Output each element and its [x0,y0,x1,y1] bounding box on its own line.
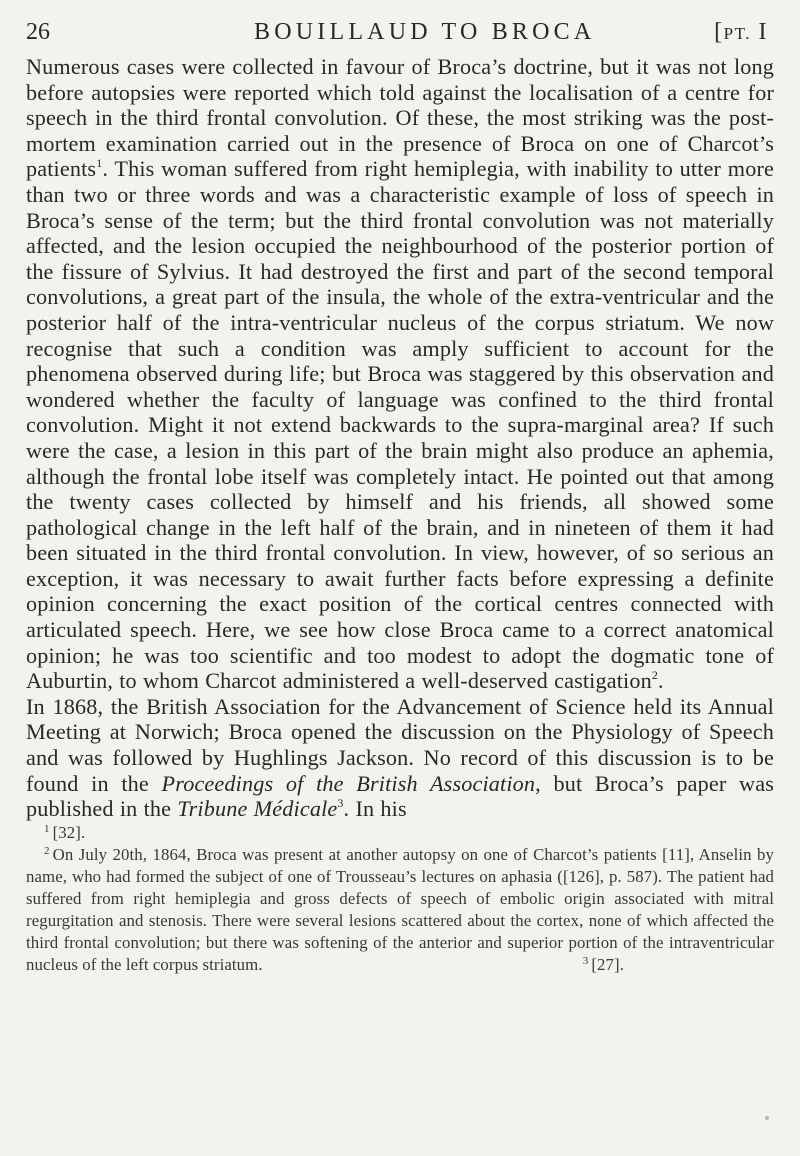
paragraph-1-text-c: . [658,668,664,694]
footnote-1 [26,822,774,844]
footnote-3-mark: 3 [582,955,589,968]
paragraph-2-text-a: In 1868, the British Association for the Advancement of Science held its Annual Meeting at Norwich; Broca opened the discussion on the Physiology of Speech and was followed by Hughlings Jackson. No record of this discussion is to be found in the [26,693,774,796]
footnote-ref-1[interactable]: 1 [96,156,103,171]
proceedings-title: Proceedings of the British Association [161,770,536,796]
footnote-ref-2[interactable]: 2 [651,668,659,683]
part-abbrev: PT. [723,24,751,43]
paragraph-1-text-a: Numerous cases were collected in favour of Broca’s doctrine, but it was not long before autopsies were reported which told against the localisation of a centre for speech in the third frontal convolution. Of these, the most striking was the post-mortem examination carried out in the presence of Broca on one of Charcot’s patients [26,54,774,182]
part-number: I [758,19,768,45]
footnote-1-text: [32]. [52,822,86,842]
paragraph-2 [26,694,774,822]
page-number: 26 [26,19,50,45]
body-text [26,54,774,822]
part-label [714,14,768,52]
footnote-ref-3[interactable]: 3 [337,796,344,811]
paragraph-2-text-c: . In his [343,796,407,822]
book-page [26,14,774,976]
tribune-title: Tribune Médicale [177,796,338,822]
paper-speck [765,1116,769,1120]
part-bracket: [ [714,19,724,45]
footnote-1-mark: 1 [44,822,50,835]
footnote-2-mark: 2 [44,844,50,857]
footnote-2-text: On July 20th, 1864, Broca was present at another autopsy on one of Charcot’s patients [11], Anselin by name, who had formed the subject of one of Trousseau’s lectures on aphasia ([126], p. 587). The patient had suffered from right hemiplegia and gross defects of speech of embolic origin associated with mitral regurgitation and stenosis. There were several lesions scattered about the cortex, none of which affected the third frontal convolution; but there was softening of the anterior and superior portion of the intraventricular nucleus of the left corpus striatum. [26,844,774,975]
paragraph-1 [26,54,774,694]
footnote-3 [565,954,624,976]
footnote-3-text: [27]. [591,955,624,975]
paragraph-1-text-b: . This woman suffered from right hemiplegia, with inability to utter more than two or three words and was a characteristic example of loss of speech in Broca’s sense of the term; but the third frontal convolution was not materially affected, and the lesion occupied the neighbourhood of the posterior portion of the fissure of Sylvius. It had destroyed the first and part of the second temporal convolutions, a great part of the insula, the whole of the extra-ventricular and the posterior half of the intra-ventricular nucleus of the corpus striatum. We now recognise that such a condition was amply sufficient to account for the phenomena observed during life; but Broca was staggered by this observation and wondered whether the faculty of language was confined to the third frontal convolution. Might it not extend backwards to the supra-marginal area? If such were the case, a lesion in this part of the brain might also produce an aphemia, although the frontal lobe itself was completely intact. He pointed out that among the twenty cases collected by himself and his friends, all showed some pathological change in the left half of the brain, and in nineteen of them it had been situated in the third frontal convolution. In view, however, of so serious an exception, it was necessary to await further facts before expressing a definite opinion concerning the exact position of the cortical centres connected with articulated speech. Here, we see how close Broca came to a correct anatomical opinion; he was too scientific and too modest to adopt the dogmatic tone of Auburtin, to whom Charcot administered a well-deserved castigation [26,156,774,694]
footnote-2 [26,844,774,977]
paragraph-2-text-b: , but Broca’s paper was published in the [26,770,774,822]
running-title: BOUILLAUD TO BROCA [254,19,596,45]
footnotes [26,822,774,977]
running-head [26,14,774,50]
